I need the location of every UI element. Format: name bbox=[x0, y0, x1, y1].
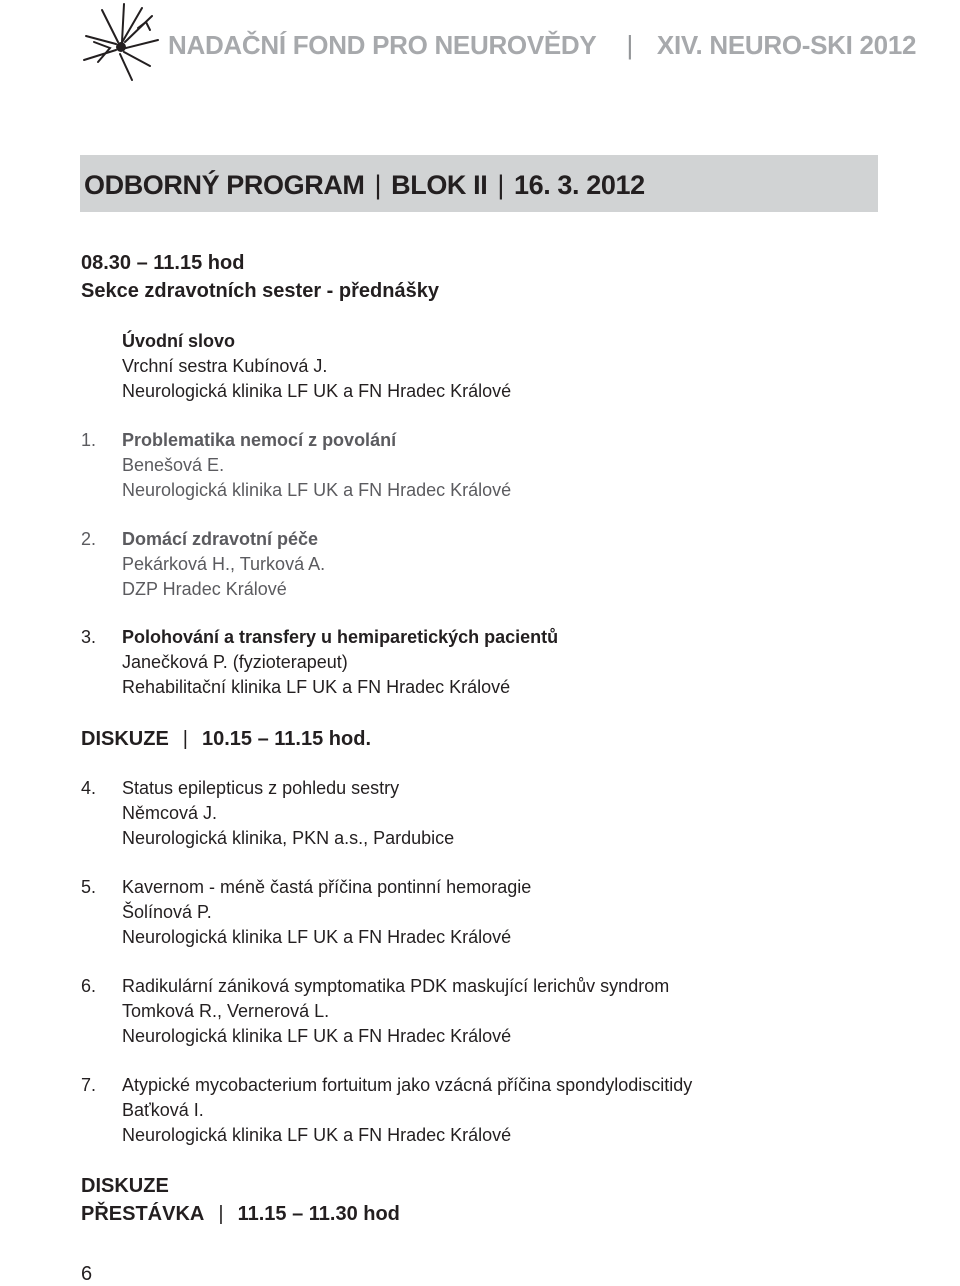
title-separator: | bbox=[497, 170, 504, 200]
discussion-label: DISKUZE bbox=[81, 728, 169, 750]
intro-speaker: Vrchní sestra Kubínová J. bbox=[122, 356, 328, 376]
talk-number: 7. bbox=[81, 1075, 97, 1095]
break-heading bbox=[81, 1203, 400, 1226]
neuron-logo-icon bbox=[80, 2, 162, 84]
talk-speaker: Baťková I. bbox=[122, 1100, 204, 1120]
session-title: Sekce zdravotních sester - přednášky bbox=[81, 280, 439, 302]
discussion-separator: | bbox=[182, 728, 188, 750]
document-header bbox=[168, 30, 916, 61]
program-date: 16. 3. 2012 bbox=[513, 170, 645, 200]
talk-number: 1. bbox=[81, 430, 97, 450]
talk-speaker: Janečková P. (fyzioterapeut) bbox=[122, 652, 348, 672]
header-separator: | bbox=[626, 30, 633, 60]
session-time: 08.30 – 11.15 hod bbox=[81, 252, 245, 274]
talk-affiliation: Neurologická klinika LF UK a FN Hradec Králové bbox=[122, 480, 512, 500]
page-number: 6 bbox=[81, 1263, 93, 1285]
talk-title: Kavernom - méně častá příčina pontinní hemoragie bbox=[122, 877, 532, 897]
talk-affiliation: Neurologická klinika LF UK a FN Hradec Králové bbox=[122, 1125, 512, 1145]
talk-number: 2. bbox=[81, 529, 97, 549]
talk-number: 6. bbox=[81, 976, 97, 996]
discussion-time: 10.15 – 11.15 hod. bbox=[202, 728, 371, 750]
talk-affiliation: DZP Hradec Králové bbox=[122, 579, 287, 599]
program-label: ODBORNÝ PROGRAM bbox=[84, 170, 365, 200]
talk-title: Domácí zdravotní péče bbox=[122, 529, 319, 549]
talk-title: Atypické mycobacterium fortuitum jako vzácná příčina spondylodiscitidy bbox=[122, 1075, 693, 1095]
block-label: BLOK II bbox=[391, 170, 488, 200]
title-separator: | bbox=[374, 170, 382, 200]
intro-affiliation: Neurologická klinika LF UK a FN Hradec Králové bbox=[122, 381, 512, 401]
talk-affiliation: Neurologická klinika LF UK a FN Hradec Králové bbox=[122, 1026, 512, 1046]
talk-title: Radikulární zániková symptomatika PDK maskující lerichův syndrom bbox=[122, 976, 670, 996]
talk-speaker: Pekárková H., Turková A. bbox=[122, 554, 326, 574]
intro-title: Úvodní slovo bbox=[122, 331, 236, 351]
talk-speaker: Šolínová P. bbox=[122, 902, 212, 922]
closing-discussion: DISKUZE bbox=[81, 1175, 169, 1197]
talk-number: 5. bbox=[81, 877, 97, 897]
talk-title: Polohování a transfery u hemiparetických pacientů bbox=[122, 627, 559, 647]
talk-affiliation: Rehabilitační klinika LF UK a FN Hradec Králové bbox=[122, 677, 511, 697]
talk-title: Problematika nemocí z povolání bbox=[122, 430, 397, 450]
break-label: PŘESTÁVKA bbox=[81, 1203, 205, 1225]
break-time: 11.15 – 11.30 hod bbox=[237, 1203, 400, 1225]
program-title bbox=[84, 170, 645, 201]
talk-speaker: Benešová E. bbox=[122, 455, 225, 475]
program-title-band bbox=[80, 155, 878, 212]
talk-number: 4. bbox=[81, 778, 97, 798]
talk-speaker: Tomková R., Vernerová L. bbox=[122, 1001, 330, 1021]
talk-number: 3. bbox=[81, 627, 97, 647]
foundation-name: NADAČNÍ FOND PRO NEUROVĚDY bbox=[168, 30, 597, 60]
event-name: XIV. NEURO-SKI 2012 bbox=[656, 30, 917, 60]
talk-title: Status epilepticus z pohledu sestry bbox=[122, 778, 400, 798]
talk-speaker: Němcová J. bbox=[122, 803, 218, 823]
discussion-heading bbox=[81, 728, 371, 751]
talk-affiliation: Neurologická klinika LF UK a FN Hradec Králové bbox=[122, 927, 512, 947]
talk-affiliation: Neurologická klinika, PKN a.s., Pardubice bbox=[122, 828, 455, 848]
break-separator: | bbox=[218, 1203, 224, 1225]
